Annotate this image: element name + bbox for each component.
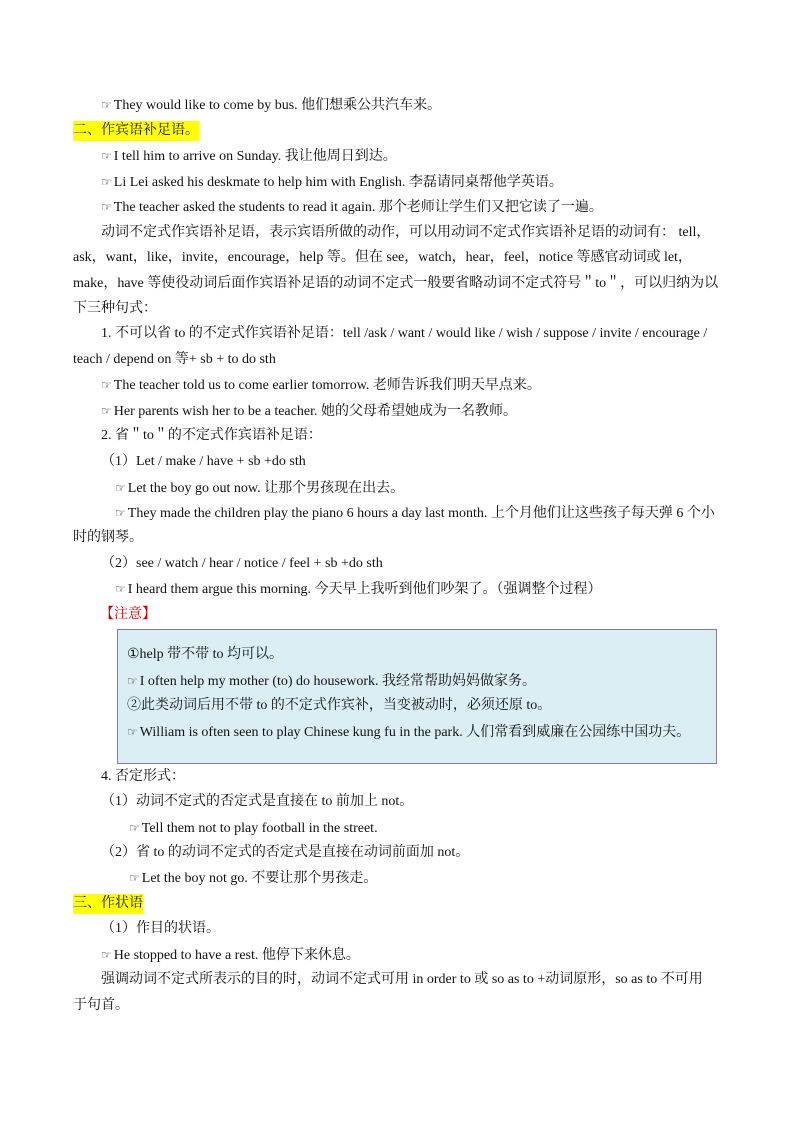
paragraph-line: 强调动词不定式所表示的目的时，动词不定式可用 in order to 或 so as to +动词原形，so as to 不可用 (101, 972, 703, 987)
paragraph-line: make，have 等使役动词后面作宾语补足语的动词不定式一般要省略动词不定式符号＂to＂，可以归纳为以 (73, 276, 719, 291)
paragraph-line: 时的钢琴。 (73, 530, 143, 545)
example-sentence: ☞ Let the boy go out now. 让那个男孩现在出去。 (115, 481, 405, 496)
pointing-hand-icon: ☞ (127, 725, 138, 739)
pointing-hand-icon: ☞ (101, 404, 112, 418)
example-sentence: ☞ Li Lei asked his deskmate to help him with English. 李磊请同桌帮他学英语。 (101, 175, 563, 190)
rule-1-line: 1. 不可以省 to 的不定式作宾语补足语：tell /ask / want / would like / wish / suppose / invite / encourage / (101, 326, 708, 341)
example-sentence: ☞ He stopped to have a rest. 他停下来休息。 (101, 948, 360, 963)
note-label: 【注意】 (100, 607, 156, 622)
example-sentence: ☞ Tell them not to play football in the street. (129, 821, 378, 836)
example-sentence: ☞ The teacher asked the students to read it again. 那个老师让学生们又把它读了一遍。 (101, 200, 603, 215)
example-sentence: ☞ Let the boy not go. 不要让那个男孩走。 (129, 871, 378, 886)
pointing-hand-icon: ☞ (101, 378, 112, 392)
sub-rule-1: （1）作目的状语。 (101, 921, 220, 936)
example-sentence: ☞ They would like to come by bus. 他们想乘公共汽车来。 (101, 98, 442, 113)
sub-rule-1: （1）动词不定式的否定式是直接在 to 前加上 not。 (101, 794, 414, 809)
paragraph-line: 下三种句式： (73, 301, 157, 316)
rule-1-pattern: teach / depend on 等+ sb + to do sth (73, 352, 276, 367)
pointing-hand-icon: ☞ (101, 175, 112, 189)
example-sentence: ☞ I tell him to arrive on Sunday. 我让他周日到达。 (101, 149, 397, 164)
section-heading-object-complement: 二、作宾语补足语。 (73, 121, 199, 141)
note-line: ②此类动词后用不带 to 的不定式作宾补，当变被动时，必须还原 to。 (127, 698, 552, 713)
pointing-hand-icon: ☞ (129, 871, 140, 885)
note-line: ①help 带不带 to 均可以。 (127, 647, 284, 662)
example-sentence: ☞ The teacher told us to come earlier tomorrow. 老师告诉我们明天早点来。 (101, 378, 541, 393)
pointing-hand-icon: ☞ (115, 506, 126, 520)
sub-rule-1: （1）Let / make / have + sb +do sth (101, 454, 306, 469)
pointing-hand-icon: ☞ (115, 481, 126, 495)
example-sentence: ☞ Her parents wish her to be a teacher. 她的父母希望她成为一名教师。 (101, 404, 517, 419)
sub-rule-2: （2）see / watch / hear / notice / feel + sb +do sth (101, 556, 383, 571)
pointing-hand-icon: ☞ (115, 582, 126, 596)
pointing-hand-icon: ☞ (101, 200, 112, 214)
paragraph-line: 于句首。 (73, 998, 129, 1013)
pointing-hand-icon: ☞ (101, 98, 112, 112)
sub-rule-2: （2）省 to 的动词不定式的否定式是直接在动词前面加 not。 (101, 845, 470, 860)
pointing-hand-icon: ☞ (101, 948, 112, 962)
example-sentence: ☞ I heard them argue this morning. 今天早上我听到他们吵架了。（强调整个过程） (115, 582, 602, 597)
example-sentence: ☞ They made the children play the piano 6 hours a day last month. 上个月他们让这些孩子每天弹 6 个小 (115, 506, 715, 521)
example-sentence: ☞ William is often seen to play Chinese kung fu in the park. 人们常看到威廉在公园练中国功夫。 (127, 725, 691, 740)
example-sentence: ☞ I often help my mother (to) do housework. 我经常帮助妈妈做家务。 (127, 674, 536, 689)
paragraph-line: 动词不定式作宾语补足语，表示宾语所做的动作，可以用动词不定式作宾语补足语的动词有： tell， (101, 225, 711, 240)
paragraph-line: ask，want，like，invite，encourage，help 等。但在 see，watch，hear，feel，notice 等感官动词或 let， (73, 250, 692, 265)
pointing-hand-icon: ☞ (127, 674, 138, 688)
pointing-hand-icon: ☞ (129, 821, 140, 835)
pointing-hand-icon: ☞ (101, 149, 112, 163)
rule-2-heading: 2. 省＂to＂的不定式作宾语补足语： (101, 428, 322, 443)
section-heading-adverbial: 三、作状语 (73, 894, 143, 914)
rule-4-heading: 4. 否定形式： (101, 769, 185, 784)
